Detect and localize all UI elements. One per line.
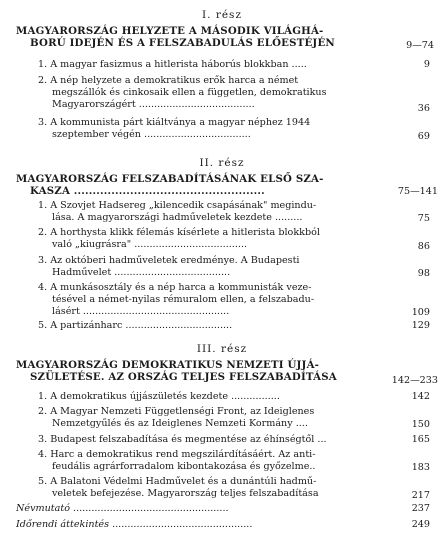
part-1-pages: 9—74	[406, 40, 434, 51]
part-2-pages: 75—141	[397, 186, 438, 197]
part-2-title: II. rész	[199, 157, 245, 169]
part-2-entry-5-page: 129	[411, 320, 430, 331]
part-1-entry-2-line-3: Magyarországért ......................................	[52, 99, 255, 110]
part-3-entry-5-line-1: 5. A Balatoni Védelmi Hadművelet és a dunántúli hadmű-	[38, 476, 317, 487]
part-2-entry-2-line-2: való „kiugrásra" .....................................	[52, 239, 248, 250]
name-index-label: Névmutató ...................................................	[16, 503, 229, 514]
part-1-entry-2-page: 36	[417, 103, 430, 114]
part-1-heading-line-1: MAGYARORSZÁG HELYZETE A MÁSODIK VILÁGHÁ-	[16, 25, 324, 37]
part-3-entry-4-page: 183	[411, 462, 430, 473]
part-2-entry-4-line-3: lásért ................................................	[52, 306, 230, 317]
part-2-heading-line-2: KASZA ...................................................	[30, 185, 265, 197]
part-3-entry-3-page: 165	[411, 434, 430, 445]
part-3-entry-2-line-2: Nemzetgyűlés és az Ideiglenes Nemzeti Kormány ....	[52, 418, 308, 429]
part-1-entry-3-line-2: szeptember végén ...................................	[52, 129, 251, 140]
chronology-label: Időrendi áttekintés ..............................................	[16, 519, 253, 530]
part-3-entry-1-page: 142	[411, 391, 430, 402]
part-3-entry-5-page: 217	[411, 490, 430, 501]
part-1-entry-3-page: 69	[417, 131, 430, 142]
part-2-entry-1-line-2: lása. A magyarországi hadműveletek kezdete .........	[52, 212, 303, 223]
part-2-heading-line-1: MAGYARORSZÁG FELSZABADÍTÁSÁNAK ELSŐ SZA-	[16, 173, 324, 185]
part-3-entry-2-line-1: 2. A Magyar Nemzeti Függetlenségi Front, az Ideiglenes	[38, 406, 315, 417]
part-3-heading-line-1: MAGYARORSZÁG DEMOKRATIKUS NEMZETI ÚJJÁ-	[16, 359, 320, 371]
part-1-entry-1-page: 9	[423, 59, 430, 70]
part-1-entry-1-line-1: 1. A magyar fasizmus a hitlerista háborús blokkban .....	[38, 59, 307, 70]
part-3-entry-3-line-1: 3. Budapest felszabadítása és megmentése az éhínségtől ...	[38, 434, 327, 445]
part-2-entry-4-page: 109	[411, 307, 430, 318]
part-2-entry-5-line-1: 5. A partizánharc ...................................	[38, 320, 233, 331]
part-2-entry-3-line-2: Hadművelet ......................................	[52, 267, 231, 278]
part-3-entry-4-line-1: 4. Harc a demokratikus rend megszilárdításáért. Az anti-	[38, 449, 316, 460]
part-2-entry-1-line-1: 1. A Szovjet Hadsereg „kilencedik csapásának" megindu-	[38, 200, 317, 211]
part-1-entry-3-line-1: 3. A kommunista párt kiáltványa a magyar néphez 1944	[38, 117, 311, 128]
part-3-pages: 142—233	[391, 375, 438, 386]
part-1-entry-2-line-2: megszállók és cinkosaik ellen a független, demokratikus	[52, 87, 327, 98]
part-2-entry-3-line-1: 3. Az októberi hadműveletek eredménye. A Budapesti	[38, 255, 300, 266]
part-3-entry-4-line-2: feudális agrárforradalom kibontakozása és győzelme..	[52, 461, 316, 472]
part-1-title: I. rész	[202, 9, 242, 21]
part-2-entry-4-line-2: tésével a német-nyilas rémuralom ellen, a felszabadu-	[52, 294, 315, 305]
part-2-entry-1-page: 75	[417, 213, 430, 224]
part-3-entry-2-page: 150	[411, 419, 430, 430]
chronology-page: 249	[411, 519, 430, 530]
part-3-entry-5-line-2: veletek befejezése. Magyarország teljes felszabadítása	[52, 488, 319, 499]
name-index-page: 237	[411, 503, 430, 514]
part-3-title: III. rész	[196, 343, 248, 355]
part-2-entry-3-page: 98	[417, 268, 430, 279]
part-2-entry-2-line-1: 2. A horthysta klikk félemás kísérlete a hitlerista blokkból	[38, 227, 320, 238]
part-2-entry-2-page: 86	[417, 241, 430, 252]
part-3-entry-1-line-1: 1. A demokratikus újjászületés kezdete ................	[38, 391, 280, 402]
part-3-heading-line-2: SZÜLETÉSE. AZ ORSZÁG TELJES FELSZABADÍTÁSA	[30, 371, 337, 383]
part-1-heading-line-2: BORÚ IDEJÉN ÉS A FELSZABADULÁS ELŐESTÉJÉN	[30, 37, 335, 49]
part-1-entry-2-line-1: 2. A nép helyzete a demokratikus erők harca a német	[38, 75, 299, 86]
part-2-entry-4-line-1: 4. A munkásosztály és a nép harca a kommunisták veze-	[38, 282, 312, 293]
